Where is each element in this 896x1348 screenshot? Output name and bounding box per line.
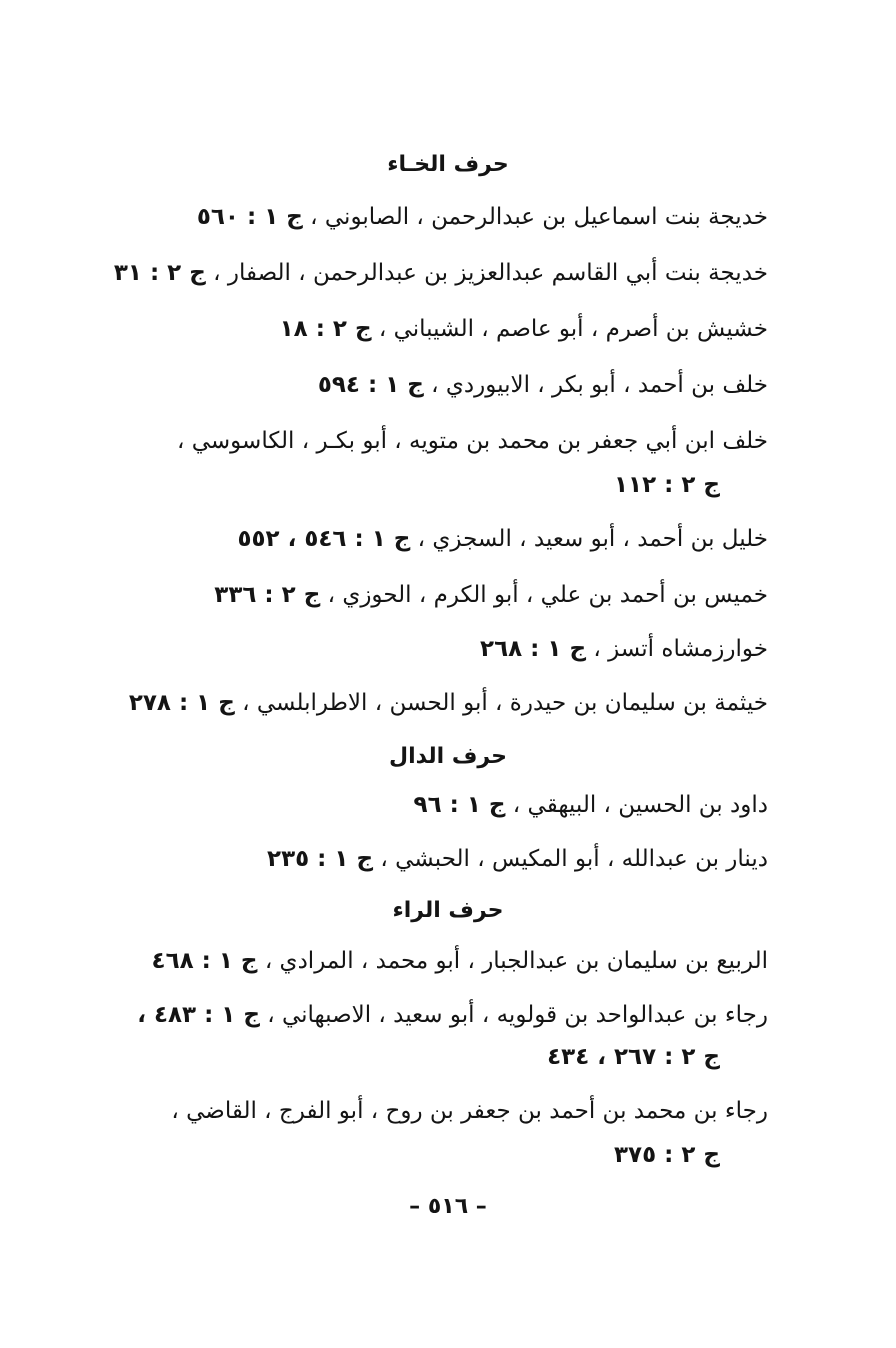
entry-name: خشيش بن أصرم ، أبو عاصم ، الشيباني ، (371, 316, 768, 342)
entry-name: داود بن الحسين ، البيهقي ، (505, 792, 768, 818)
index-entry (113, 256, 768, 290)
index-entry (118, 686, 768, 720)
entry-reference: ج ١ : ٥٩٤ (317, 372, 424, 398)
entry-name: خليل بن أحمد ، أبو سعيد ، السجزي ، (410, 526, 768, 552)
index-entry (118, 944, 768, 978)
entry-reference: ج ١ : ٥٦٠ (196, 204, 303, 230)
index-entry (118, 1094, 768, 1128)
section-heading-dal: حرف الدال (389, 744, 507, 769)
entry-reference: ج ١ : ٢٧٨ (128, 690, 235, 716)
index-entry (118, 424, 768, 458)
index-entry (118, 578, 768, 612)
entry-reference-continuation: ج ٢ : ٢٦٧ ، ٤٣٤ (547, 1044, 720, 1070)
entry-reference: ج ١ : ٤٨٣ ، (137, 1002, 260, 1028)
index-entry (118, 200, 768, 234)
entry-name: رجاء بن عبدالواحد بن قولويه ، أبو سعيد ، الاصبهاني ، (259, 1002, 768, 1028)
entry-name: خلف بن أحمد ، أبو بكر ، الابيوردي ، (423, 372, 768, 398)
section-heading-ra: حرف الراء (392, 898, 504, 923)
entry-name: خلف ابن أبي جعفر بن محمد بن متويه ، أبو بكـر ، الكاسوسي ، (177, 428, 768, 454)
entry-reference: ج ١ : ٤٦٨ (151, 948, 258, 974)
entry-reference-continuation: ج ٢ : ١١٢ (614, 472, 720, 498)
entry-name: خيثمة بن سليمان بن حيدرة ، أبو الحسن ، الاطرابلسي ، (234, 690, 768, 716)
index-entry (118, 998, 768, 1032)
entry-reference: ج ١ : ٢٦٨ (480, 636, 587, 662)
entry-reference: ج ١ : ٩٦ (413, 792, 506, 818)
index-entry (118, 788, 768, 822)
entry-reference: ج ١ : ٢٣٥ (267, 846, 374, 872)
section-heading-kha: حرف الخـاء (387, 152, 509, 177)
page-number: – ٥١٦ – (409, 1194, 487, 1219)
entry-name: رجاء بن محمد بن أحمد بن جعفر بن روح ، أبو الفرج ، القاضي ، (171, 1098, 768, 1124)
index-entry (118, 842, 768, 876)
entry-reference: ج ٢ : ٣٣٦ (214, 582, 321, 608)
entry-reference: ج ٢ : ١٨ (279, 316, 372, 342)
entry-name: دينار بن عبدالله ، أبو المكيس ، الحبشي ، (373, 846, 768, 872)
index-entry (118, 312, 768, 346)
entry-reference-continuation: ج ٢ : ٣٧٥ (614, 1142, 720, 1168)
entry-name: خوارزمشاه أتسز ، (586, 636, 768, 662)
entry-name: خديجة بنت اسماعيل بن عبدالرحمن ، الصابوني ، (302, 204, 768, 230)
entry-name: الربيع بن سليمان بن عبدالجبار ، أبو محمد ، المرادي ، (257, 948, 768, 974)
entry-reference: ج ١ : ٥٤٦ ، ٥٥٢ (237, 526, 411, 552)
entry-name: خميس بن أحمد بن علي ، أبو الكرم ، الحوزي ، (320, 582, 768, 608)
index-entry (118, 632, 768, 666)
index-entry (118, 522, 768, 556)
index-entry (118, 368, 768, 402)
entry-name: خديجة بنت أبي القاسم عبدالعزيز بن عبدالرحمن ، الصفار ، (205, 260, 768, 286)
entry-reference: ج ٢ : ٣١ (113, 260, 206, 286)
